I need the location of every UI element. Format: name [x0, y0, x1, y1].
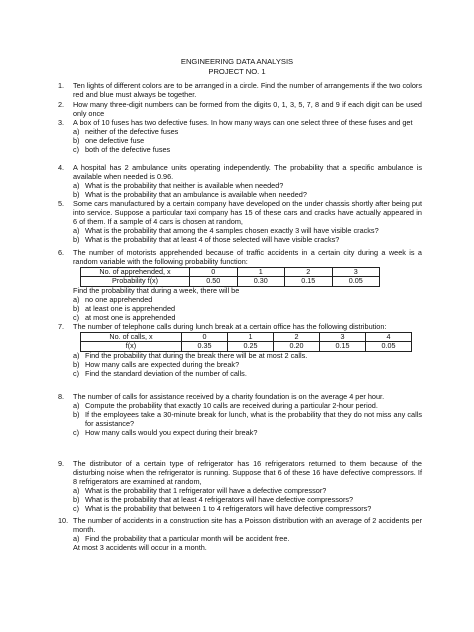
question-number: 9.	[58, 459, 65, 468]
table-cell: 0.15	[285, 277, 333, 286]
sub-text: How many calls would you expect during their break?	[85, 427, 258, 437]
sub-label: c)	[73, 368, 80, 378]
question-number: 3.	[58, 118, 65, 127]
sub-label: b)	[73, 135, 80, 145]
distribution-table	[80, 332, 412, 352]
question-6	[58, 249, 422, 323]
question-text: How many three-digit numbers can be formed from the digits 0, 1, 3, 5, 7, 8 and 9 if each digit can be used only once	[73, 100, 422, 118]
sub-label: c)	[73, 503, 80, 513]
sub-text: Find the probability that during the break there will be at most 2 calls.	[85, 350, 308, 360]
table-cell: 0.50	[190, 277, 238, 286]
sub-text: at most one is apprehended	[85, 312, 176, 322]
table-cell: No. of calls, x	[81, 332, 182, 341]
sub-label: a)	[73, 126, 80, 136]
sub-label: c)	[73, 312, 80, 322]
question-10	[58, 517, 422, 553]
table-cell: 0	[190, 267, 238, 276]
sub-label: a)	[73, 400, 80, 410]
question-number: 8.	[58, 392, 65, 401]
table-cell: 0.05	[366, 342, 412, 351]
sub-label: b)	[73, 189, 80, 199]
table-cell: 0.35	[182, 342, 228, 351]
question-3	[58, 119, 422, 155]
sub-label: c)	[73, 427, 80, 437]
sub-text: Find the standard deviation of the number of calls.	[85, 368, 247, 378]
sub-text: How many calls are expected during the break?	[85, 359, 240, 369]
table-cell: 2	[285, 267, 333, 276]
sub-question	[73, 429, 422, 438]
sub-text: one defective fuse	[85, 135, 145, 145]
question-text: The number of calls for assistance received by a charity foundation is on the average 4 per hour.	[73, 392, 385, 401]
sub-text: no one apprehended	[85, 294, 153, 304]
sub-text: Find the probability that a particular month will be accident free.	[85, 533, 290, 543]
sub-question	[73, 370, 422, 379]
question-5	[58, 200, 422, 245]
sub-label: b)	[73, 494, 80, 504]
question-7	[58, 323, 422, 379]
sub-text: at least one is apprehended	[85, 303, 176, 313]
question-number: 2.	[58, 100, 65, 109]
question-number: 7.	[58, 322, 65, 331]
question-number: 5.	[58, 199, 65, 208]
sub-question	[73, 411, 422, 429]
sub-text: If the employees take a 30-minute break for lunch, what is the probability that they do not miss any calls for assistance?	[85, 409, 422, 428]
question-text: Some cars manufactured by a certain company have developed on the under chassis shortly after being put into service. Suppose a particular taxi company has 15 of these cars and cracks have actually appeared in 6 of them. If a sample of 4 cars is chosen at random,	[73, 199, 422, 226]
document-subtitle: PROJECT NO. 1	[208, 67, 266, 76]
table-cell: 0.05	[332, 277, 380, 286]
question-text: The number of accidents in a construction site has a Poisson distribution with an average of 2 accidents per month.	[73, 516, 422, 534]
sub-text: neither of the defective fuses	[85, 126, 179, 136]
question-number: 10.	[58, 516, 69, 525]
table-cell: 0	[182, 332, 228, 341]
question-text: A box of 10 fuses has two defective fuses. In how many ways can one select three of these fuses and get	[73, 118, 413, 127]
probability-table	[80, 267, 380, 287]
question-text: The number of motorists apprehended because of traffic accidents in a certain city during a week is a random variable with the following probability function:	[73, 248, 422, 266]
sub-text: What is the probability that at least 4 of those selected will have visible cracks?	[85, 234, 340, 244]
table-cell: 1	[228, 332, 274, 341]
table-cell: 0.25	[228, 342, 274, 351]
table-cell: f(x)	[81, 342, 182, 351]
table-cell: 1	[237, 267, 285, 276]
table-row	[81, 277, 380, 286]
sub-label: b)	[73, 359, 80, 369]
question-text: The number of telephone calls during lunch break at a certain office has the following distribution:	[73, 322, 387, 331]
sub-text: What is the probability that among the 4 samples chosen exactly 3 will have visible cracks?	[85, 225, 379, 235]
question-number: 6.	[58, 248, 65, 257]
sub-text: What is the probability that an ambulance is available when needed?	[85, 189, 307, 199]
sub-label: a)	[73, 485, 80, 495]
question-8	[58, 393, 422, 438]
table-cell: 0.20	[274, 342, 320, 351]
sub-label: b)	[73, 409, 80, 419]
question-number: 1.	[58, 81, 65, 90]
question-text: A hospital has 2 ambulance units operating independently. The probability that a specific ambulance is available when needed is 0.96.	[73, 163, 422, 181]
sub-question: At most 3 accidents will occur in a month.	[73, 542, 207, 552]
document-title: ENGINEERING DATA ANALYSIS	[180, 57, 294, 66]
sub-label: a)	[73, 180, 80, 190]
sub-label: a)	[73, 533, 80, 543]
sub-text: What is the probability that neither is available when needed?	[85, 180, 284, 190]
question-note: Find the probability that during a week, there will be	[73, 285, 240, 295]
sub-label: a)	[73, 225, 80, 235]
table-cell: No. of apprehended, x	[81, 267, 190, 276]
sub-text: What is the probability that 1 refrigerator will have a defective compressor?	[85, 485, 327, 495]
table-cell: 2	[274, 332, 320, 341]
table-row	[81, 342, 412, 351]
question-4	[58, 164, 422, 200]
table-cell: 3	[332, 267, 380, 276]
sub-label: a)	[73, 350, 80, 360]
sub-text: both of the defective fuses	[85, 144, 171, 154]
sub-text: What is the probability that between 1 to 4 refrigerators will have defective compressors?	[85, 503, 372, 513]
table-cell: 4	[366, 332, 412, 341]
question-1	[58, 82, 422, 100]
question-2	[58, 101, 422, 119]
table-cell: 0.15	[320, 342, 366, 351]
sub-label: a)	[73, 294, 80, 304]
sub-text: What is the probability that at least 4 refrigerators will have defective compressors?	[85, 494, 354, 504]
question-text: The distributor of a certain type of refrigerator has 16 refrigerators returned to them because of the disturbing noise when the refrigerator is running. Suppose that 6 of these 16 have defective compressors. If 8 refrigerators are examined at random,	[73, 459, 422, 486]
table-cell: Probability f(x)	[81, 277, 190, 286]
question-9	[58, 460, 422, 514]
sub-label: c)	[73, 144, 80, 154]
table-cell: 0.30	[237, 277, 285, 286]
sub-label: b)	[73, 303, 80, 313]
sub-question	[73, 505, 422, 514]
sub-question	[73, 146, 422, 155]
sub-text: Compute the probability that exactly 10 calls are received during a particular 2-hour period.	[85, 400, 378, 410]
sub-label: b)	[73, 234, 80, 244]
question-text: Ten lights of different colors are to be arranged in a circle. Find the number of arrangements if the two colors red and blue must always be together.	[73, 81, 422, 99]
question-number: 4.	[58, 163, 65, 172]
table-cell: 3	[320, 332, 366, 341]
sub-question	[73, 236, 422, 245]
